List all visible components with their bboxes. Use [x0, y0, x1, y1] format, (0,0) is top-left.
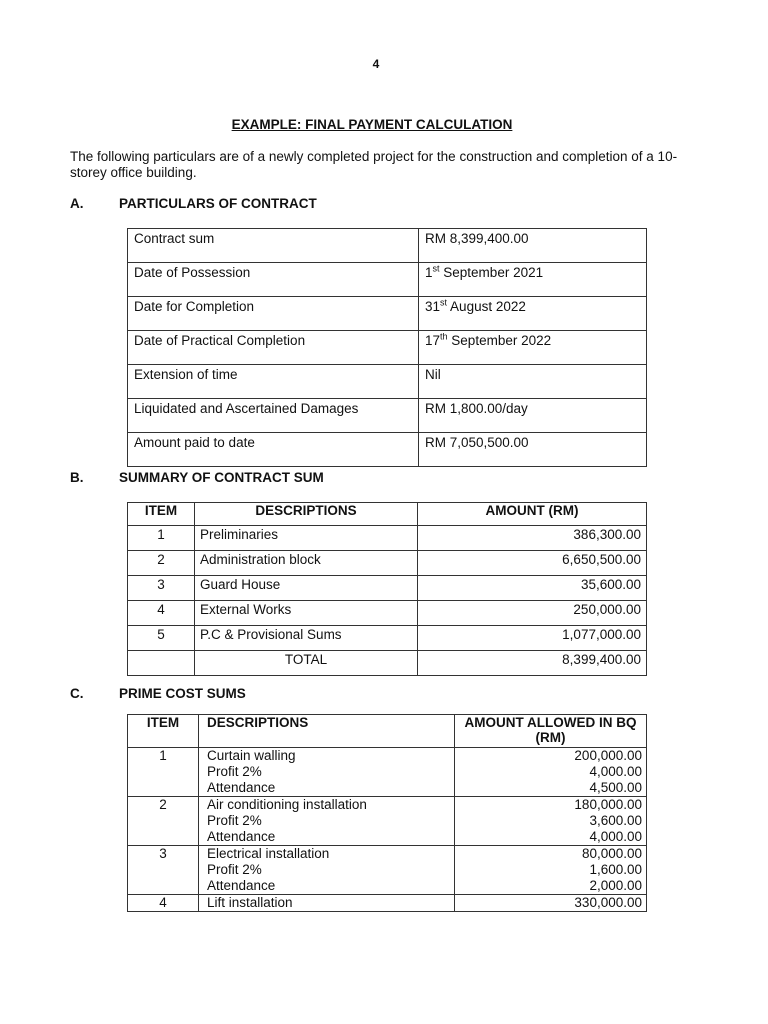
- particular-label: Date for Completion: [128, 297, 419, 331]
- line-amount: 180,000.00: [574, 797, 642, 812]
- item-descriptions: [199, 748, 455, 797]
- particular-value: [419, 331, 647, 365]
- line-amount: 4,500.00: [589, 780, 642, 795]
- particular-label: Date of Practical Completion: [128, 331, 419, 365]
- table-row: [128, 895, 647, 912]
- line-description: Electrical installation: [207, 846, 330, 861]
- column-header-item: ITEM: [128, 503, 195, 526]
- contract-sum-summary-table: [127, 502, 647, 676]
- particular-value: RM 7,050,500.00: [419, 433, 647, 467]
- table-header-row: [128, 503, 647, 526]
- item-amounts: [455, 846, 647, 895]
- intro-paragraph: The following particulars are of a newly completed project for the construction and completion of a 10-storey office building.: [70, 149, 678, 180]
- table-row: [128, 365, 647, 399]
- particular-value: Nil: [419, 365, 647, 399]
- column-header-descriptions: DESCRIPTIONS: [195, 503, 418, 526]
- table-row: [128, 433, 647, 467]
- item-number: 2: [128, 551, 195, 576]
- line-amount: 80,000.00: [581, 846, 642, 861]
- particular-label: Contract sum: [128, 229, 419, 263]
- table-row: [128, 263, 647, 297]
- total-label: TOTAL: [195, 651, 418, 676]
- line-description: Air conditioning installation: [207, 797, 367, 812]
- date-day: 1: [425, 265, 433, 280]
- date-rest: September 2021: [439, 265, 544, 280]
- item-amounts: [455, 748, 647, 797]
- date-rest: September 2022: [447, 333, 552, 348]
- line-description: Attendance: [207, 829, 276, 844]
- document-title: EXAMPLE: FINAL PAYMENT CALCULATION: [231, 117, 513, 132]
- table-row: [128, 748, 647, 797]
- section-b-heading: [70, 470, 324, 485]
- section-title: PARTICULARS OF CONTRACT: [119, 196, 317, 211]
- header-line: AMOUNT ALLOWED IN BQ: [464, 715, 637, 730]
- line-amount: 4,000.00: [589, 829, 642, 844]
- particular-value: [419, 297, 647, 331]
- table-header-row: [128, 715, 647, 748]
- column-header-item: ITEM: [128, 715, 199, 748]
- item-amount: 250,000.00: [418, 601, 647, 626]
- total-row: [128, 651, 647, 676]
- date-suffix: st: [432, 263, 440, 274]
- header-line: (RM): [535, 730, 566, 745]
- table-row: [128, 846, 647, 895]
- table-row: [128, 297, 647, 331]
- page-number: 4: [372, 57, 380, 71]
- item-description: P.C & Provisional Sums: [195, 626, 418, 651]
- empty-cell: [128, 651, 195, 676]
- item-number: 4: [128, 895, 199, 912]
- particular-label: Amount paid to date: [128, 433, 419, 467]
- particular-label: Extension of time: [128, 365, 419, 399]
- prime-cost-sums-table: [127, 714, 647, 912]
- section-letter: A.: [70, 196, 84, 211]
- table-row: [128, 576, 647, 601]
- item-description: Preliminaries: [195, 526, 418, 551]
- line-description: Attendance: [207, 780, 276, 795]
- line-amount: 2,000.00: [589, 878, 642, 893]
- date-suffix: th: [440, 331, 448, 342]
- item-number: 3: [128, 576, 195, 601]
- item-description: Guard House: [195, 576, 418, 601]
- particular-value: RM 8,399,400.00: [419, 229, 647, 263]
- item-descriptions: [199, 895, 455, 912]
- item-number: 5: [128, 626, 195, 651]
- particular-value: [419, 263, 647, 297]
- line-description: Profit 2%: [207, 862, 262, 877]
- table-row: [128, 399, 647, 433]
- item-descriptions: [199, 846, 455, 895]
- table-row: [128, 331, 647, 365]
- date-day: 17: [425, 333, 441, 348]
- date-rest: August 2022: [447, 299, 526, 314]
- item-number: 3: [128, 846, 199, 895]
- line-description: Curtain walling: [207, 748, 296, 763]
- item-description: External Works: [195, 601, 418, 626]
- particular-label: Date of Possession: [128, 263, 419, 297]
- column-header-amount: AMOUNT (RM): [418, 503, 647, 526]
- item-amount: 35,600.00: [418, 576, 647, 601]
- item-number: 4: [128, 601, 195, 626]
- table-row: [128, 551, 647, 576]
- item-description: Administration block: [195, 551, 418, 576]
- section-title: PRIME COST SUMS: [119, 686, 246, 701]
- table-row: [128, 601, 647, 626]
- particulars-table: [127, 228, 647, 467]
- section-c-heading: [70, 686, 246, 701]
- line-description: Attendance: [207, 878, 276, 893]
- date-suffix: st: [440, 297, 448, 308]
- section-a-heading: [70, 196, 317, 211]
- item-number: 1: [128, 526, 195, 551]
- item-amounts: [455, 895, 647, 912]
- section-letter: C.: [70, 686, 84, 701]
- particular-label: Liquidated and Ascertained Damages: [128, 399, 419, 433]
- item-descriptions: [199, 797, 455, 846]
- item-number: 2: [128, 797, 199, 846]
- total-amount: 8,399,400.00: [418, 651, 647, 676]
- table-row: [128, 229, 647, 263]
- item-amount: 6,650,500.00: [418, 551, 647, 576]
- table-row: [128, 797, 647, 846]
- item-amounts: [455, 797, 647, 846]
- line-amount: 1,600.00: [589, 862, 642, 877]
- section-letter: B.: [70, 470, 84, 485]
- table-row: [128, 626, 647, 651]
- date-day: 31: [425, 299, 441, 314]
- line-description: Profit 2%: [207, 813, 262, 828]
- line-description: Profit 2%: [207, 764, 262, 779]
- item-amount: 1,077,000.00: [418, 626, 647, 651]
- line-amount: 4,000.00: [589, 764, 642, 779]
- line-amount: 3,600.00: [589, 813, 642, 828]
- table-row: [128, 526, 647, 551]
- particular-value: RM 1,800.00/day: [419, 399, 647, 433]
- line-amount: 200,000.00: [574, 748, 642, 763]
- line-description: Lift installation: [207, 895, 293, 910]
- column-header-descriptions: DESCRIPTIONS: [199, 715, 455, 748]
- item-amount: 386,300.00: [418, 526, 647, 551]
- column-header-amount-allowed: [455, 715, 647, 748]
- section-title: SUMMARY OF CONTRACT SUM: [119, 470, 324, 485]
- item-number: 1: [128, 748, 199, 797]
- line-amount: 330,000.00: [574, 895, 642, 910]
